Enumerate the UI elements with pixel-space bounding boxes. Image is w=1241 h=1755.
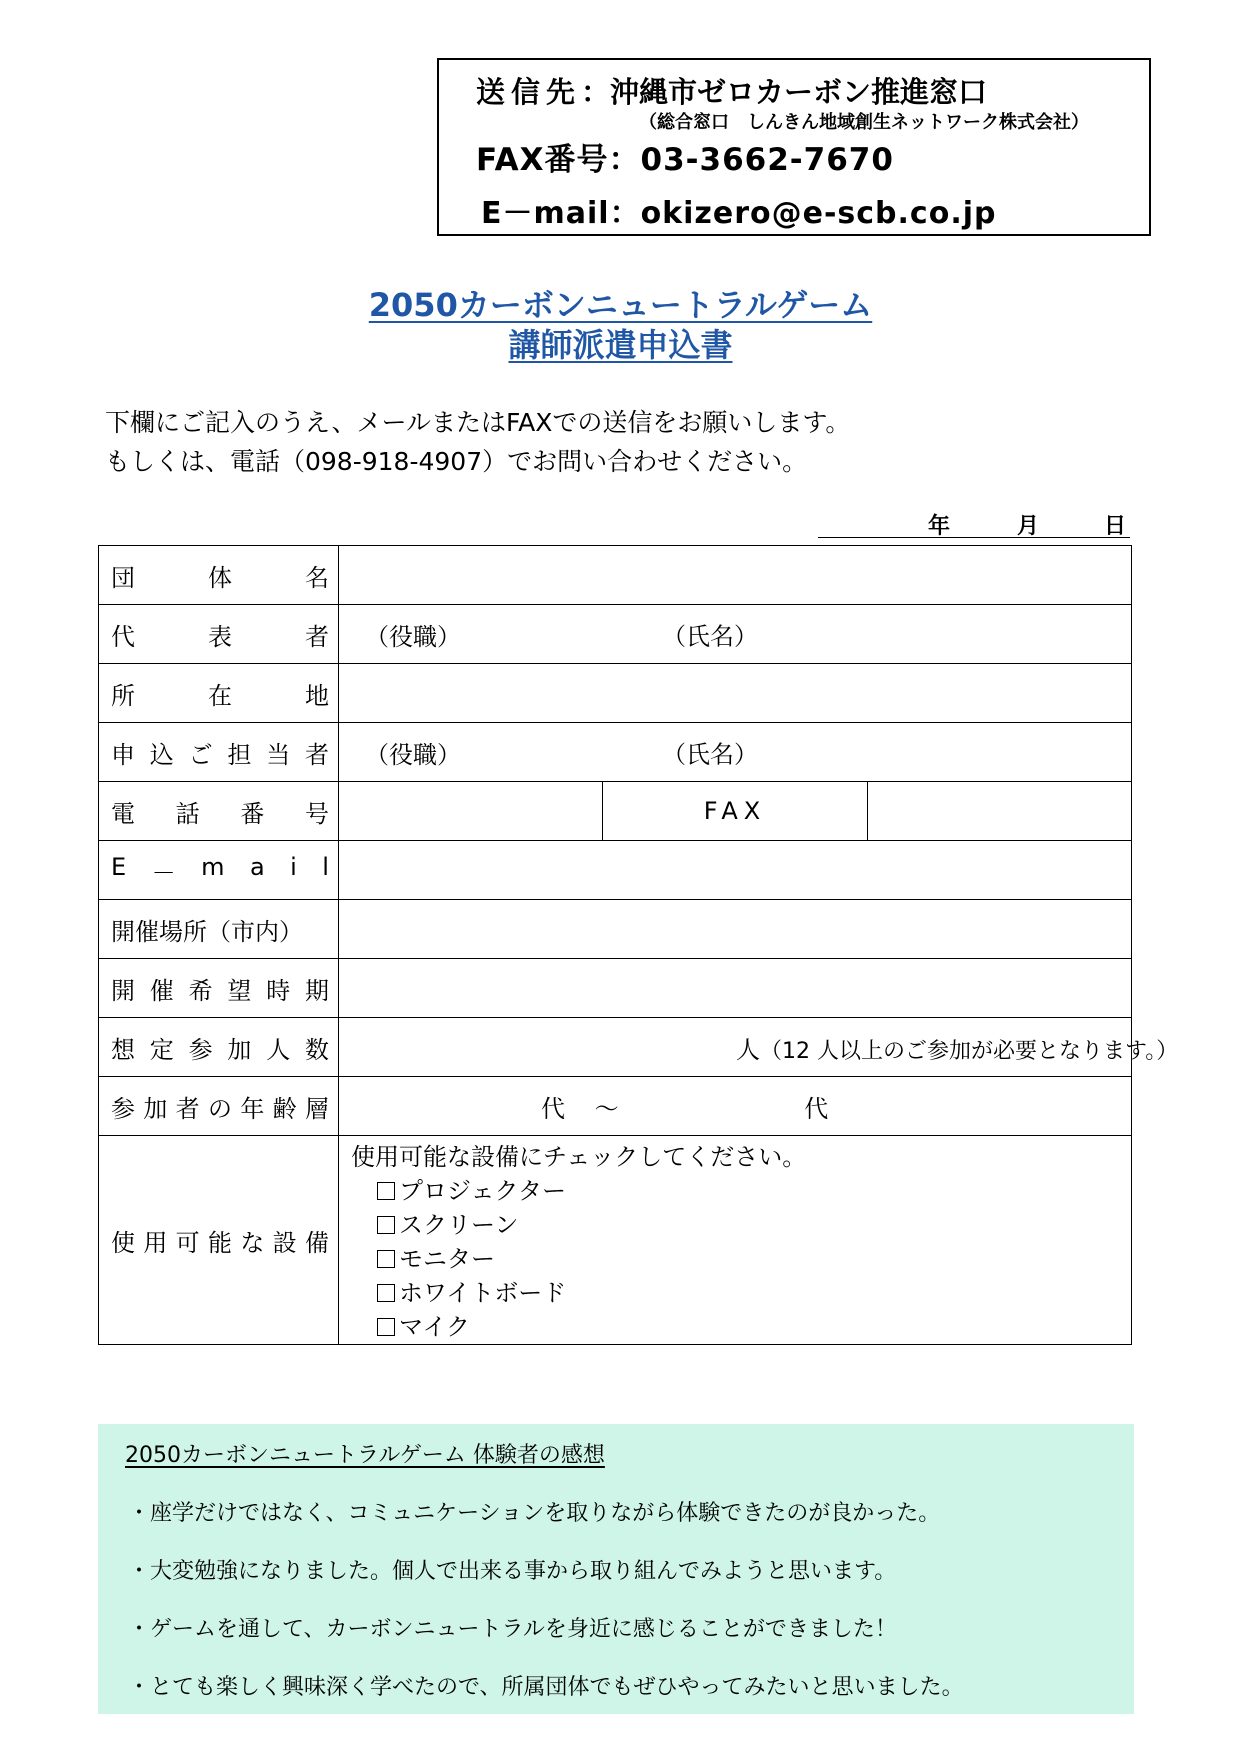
checkbox-icon[interactable] <box>377 1182 395 1200</box>
impressions-box <box>98 1424 1134 1714</box>
rep-position-label: （役職） <box>365 622 461 651</box>
equipment-option-microphone[interactable]: マイク <box>351 1310 1131 1344</box>
application-form <box>98 545 1179 1345</box>
label-equipment: 使 用 可 能 な 設 備 <box>99 1136 339 1345</box>
age-tilde: ～ <box>594 1094 619 1123</box>
label-email: E － m a i l <box>99 841 339 900</box>
form-row-equipment <box>99 1136 1132 1345</box>
equipment-option-projector[interactable]: プロジェクター <box>351 1174 1131 1208</box>
fax-number: FAX番号：03-3662-7670 <box>476 142 894 178</box>
checkbox-icon[interactable] <box>377 1318 395 1336</box>
date-field[interactable] <box>818 511 1130 538</box>
label-period: 開 催 希 望 時 期 <box>99 959 339 1018</box>
impression-item: ・ゲームを通して、カーボンニュートラルを身近に感じることができました！ <box>128 1617 897 1642</box>
equipment-field <box>339 1136 1132 1345</box>
label-address: 所 在 地 <box>99 664 339 723</box>
form-row-phone <box>99 782 1132 841</box>
representative-field[interactable] <box>339 605 1132 664</box>
impression-item: ・座学だけではなく、コミュニケーションを取りながら体験できたのが良かった。 <box>128 1501 941 1526</box>
age-from-unit: 代 <box>541 1094 565 1123</box>
form-row-address <box>99 664 1132 723</box>
form-row-representative <box>99 605 1132 664</box>
label-applicant: 申 込 ご 担 当 者 <box>99 723 339 782</box>
destination-line <box>476 70 987 111</box>
phone-field[interactable] <box>339 782 603 841</box>
equipment-option-whiteboard[interactable]: ホワイトボード <box>351 1276 1131 1310</box>
applicant-name-label: （氏名） <box>662 740 758 769</box>
destination-subtitle: （総合窓口 しんきん地域創生ネットワーク株式会社） <box>639 112 1089 133</box>
venue-field[interactable] <box>339 900 1132 959</box>
applicant-position-label: （役職） <box>365 740 461 769</box>
label-count: 想 定 参 加 人 数 <box>99 1018 339 1077</box>
label-representative: 代 表 者 <box>99 605 339 664</box>
date-year-label: 年 <box>928 514 951 539</box>
equipment-instructions: 使用可能な設備にチェックしてください。 <box>351 1143 807 1171</box>
date-month-label: 月 <box>1017 514 1040 539</box>
checkbox-icon[interactable] <box>377 1216 395 1234</box>
checkbox-icon[interactable] <box>377 1250 395 1268</box>
page-title-line1: 2050カーボンニュートラルゲーム <box>368 286 873 324</box>
address-field[interactable] <box>339 664 1132 723</box>
label-age: 参 加 者 の 年 齢 層 <box>99 1077 339 1136</box>
destination-value: ：沖縄市ゼロカーボン推進窓口 <box>581 75 988 109</box>
form-row-email <box>99 841 1132 900</box>
label-venue: 開催場所（市内） <box>99 900 339 959</box>
age-to-unit: 代 <box>804 1094 829 1123</box>
destination-label: 送信先 <box>476 75 582 109</box>
count-note: （12 人以上のご参加が必要となります。） <box>760 1038 1179 1064</box>
org-name-field[interactable] <box>339 546 1132 605</box>
label-org-name: 団 体 名 <box>99 546 339 605</box>
contact-box <box>437 58 1151 236</box>
form-row-applicant <box>99 723 1132 782</box>
applicant-field[interactable] <box>339 723 1132 782</box>
form-row-period <box>99 959 1132 1018</box>
form-row-org <box>99 546 1132 605</box>
impression-item: ・大変勉強になりました。個人で出来る事から取り組んでみようと思います。 <box>128 1559 897 1584</box>
count-unit: 人 <box>736 1035 760 1064</box>
email-field[interactable] <box>339 841 1132 900</box>
fax-field[interactable] <box>867 782 1131 841</box>
period-field[interactable] <box>339 959 1132 1018</box>
impressions-title: 2050カーボンニュートラルゲーム 体験者の感想 <box>125 1443 605 1468</box>
form-row-age <box>99 1077 1132 1136</box>
count-field[interactable] <box>339 1018 1179 1077</box>
impression-item: ・とても楽しく興味深く学べたので、所属団体でもぜひやってみたいと思いました。 <box>128 1675 964 1700</box>
equipment-option-screen[interactable]: スクリーン <box>351 1208 1131 1242</box>
rep-name-label: （氏名） <box>662 622 758 651</box>
age-field[interactable] <box>339 1077 1132 1136</box>
label-fax: FAX <box>603 782 867 841</box>
intro-line2: もしくは、電話（098-918-4907）でお問い合わせください。 <box>105 447 808 476</box>
form-row-count <box>99 1018 1132 1077</box>
equipment-option-monitor[interactable]: モニター <box>351 1242 1131 1276</box>
label-phone: 電 話 番 号 <box>99 782 339 841</box>
form-row-venue <box>99 900 1132 959</box>
email-address: E－mail：okizero@e-scb.co.jp <box>481 196 997 231</box>
checkbox-icon[interactable] <box>377 1284 395 1302</box>
date-day-label: 日 <box>1104 514 1127 539</box>
page-title-line2: 講師派遣申込書 <box>508 326 733 364</box>
intro-line1: 下欄にご記入のうえ、メールまたはFAXでの送信をお願いします。 <box>105 408 851 437</box>
